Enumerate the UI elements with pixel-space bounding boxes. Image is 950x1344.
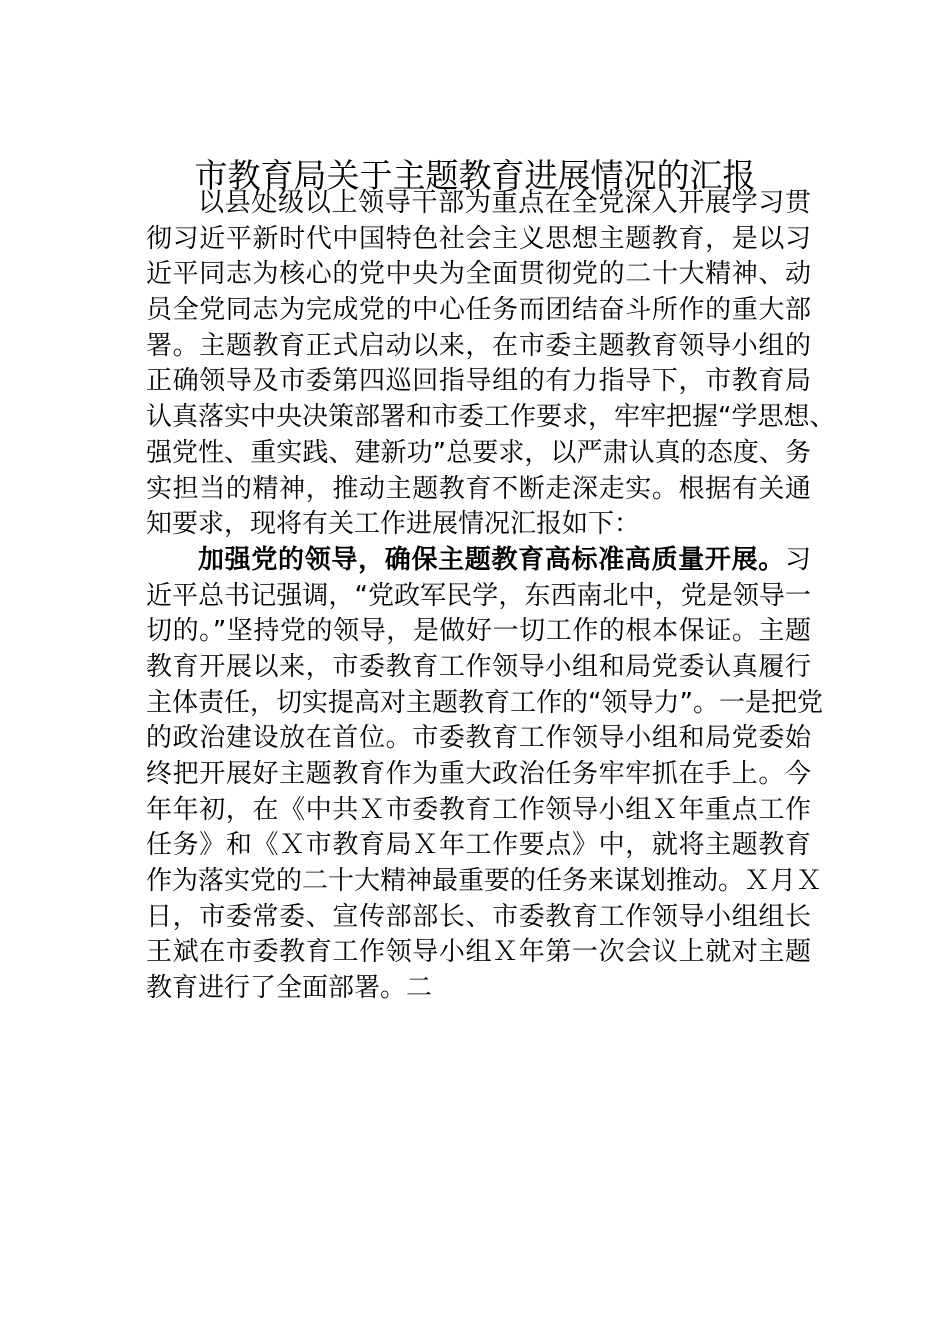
paragraph-line: 王斌在市委教育工作领导小组Ｘ年第一次会议上就对主题 xyxy=(146,937,811,968)
paragraph-line: 近平同志为核心的党中央为全面贯彻党的二十大精神、动 xyxy=(146,259,811,290)
paragraph-line: 教育开展以来，市委教育工作领导小组和局党委认真履行 xyxy=(146,651,811,682)
paragraph-line: 日，市委常委、宣传部部长、市委教育工作领导小组组长 xyxy=(146,901,811,932)
document-title: 市教育局关于主题教育进展情况的汇报 xyxy=(194,156,756,196)
paragraph-line: 以县处级以上领导干部为重点在全党深入开展学习贯 xyxy=(198,188,811,218)
paragraph-line: 教育进行了全面部署。二 xyxy=(146,973,433,1004)
paragraph-leadership xyxy=(146,543,823,1007)
paragraph-line: 署。主题教育正式启动以来，在市委主题教育领导小组的 xyxy=(146,330,811,361)
paragraph-line: 认真落实中央决策部署和市委工作要求，牢牢把握“学思想、 xyxy=(146,402,836,433)
paragraph-line: 彻习近平新时代中国特色社会主义思想主题教育，是以习 xyxy=(146,223,811,254)
paragraph-line: 的政治建设放在首位。市委教育工作领导小组和局党委始 xyxy=(146,723,811,754)
paragraph-line: 主体责任，切实提高对主题教育工作的“领导力”。一是把党 xyxy=(146,687,823,718)
heading-line-rest: 习 xyxy=(784,544,811,575)
paragraph-line: 正确领导及市委第四巡回指导组的有力指导下，市教育局 xyxy=(146,366,811,397)
paragraph-first-line xyxy=(146,543,811,579)
paragraph-line: 强党性、重实践、建新功”总要求，以严肃认真的态度、务 xyxy=(146,437,811,468)
section-heading: 加强党的领导，确保主题教育高标准高质量开展。 xyxy=(198,544,785,575)
paragraph-line: 员全党同志为完成党的中心任务而团结奋斗所作的重大部 xyxy=(146,295,811,326)
paragraph-line: 实担当的精神，推动主题教育不断走深走实。根据有关通 xyxy=(146,473,811,504)
paragraph-line: 作为落实党的二十大精神最重要的任务来谋划推动。Ｘ月Ｘ xyxy=(146,866,823,897)
document-body xyxy=(146,186,836,1007)
paragraph-line: 切的。”坚持党的领导，是做好一切工作的根本保证。主题 xyxy=(146,616,811,647)
paragraph-intro xyxy=(146,186,836,543)
paragraph-line: 知要求，现将有关工作进展情况汇报如下： xyxy=(146,509,641,540)
paragraph-line: 终把开展好主题教育作为重大政治任务牢牢抓在手上。今 xyxy=(146,759,811,789)
paragraph-line: 年年初，在《中共Ｘ市委教育工作领导小组Ｘ年重点工作 xyxy=(146,794,811,825)
paragraph-line: 任务》和《Ｘ市教育局Ｘ年工作要点》中，就将主题教育 xyxy=(146,830,811,861)
paragraph-line: 近平总书记强调，“党政军民学，东西南北中，党是领导一 xyxy=(146,580,811,611)
